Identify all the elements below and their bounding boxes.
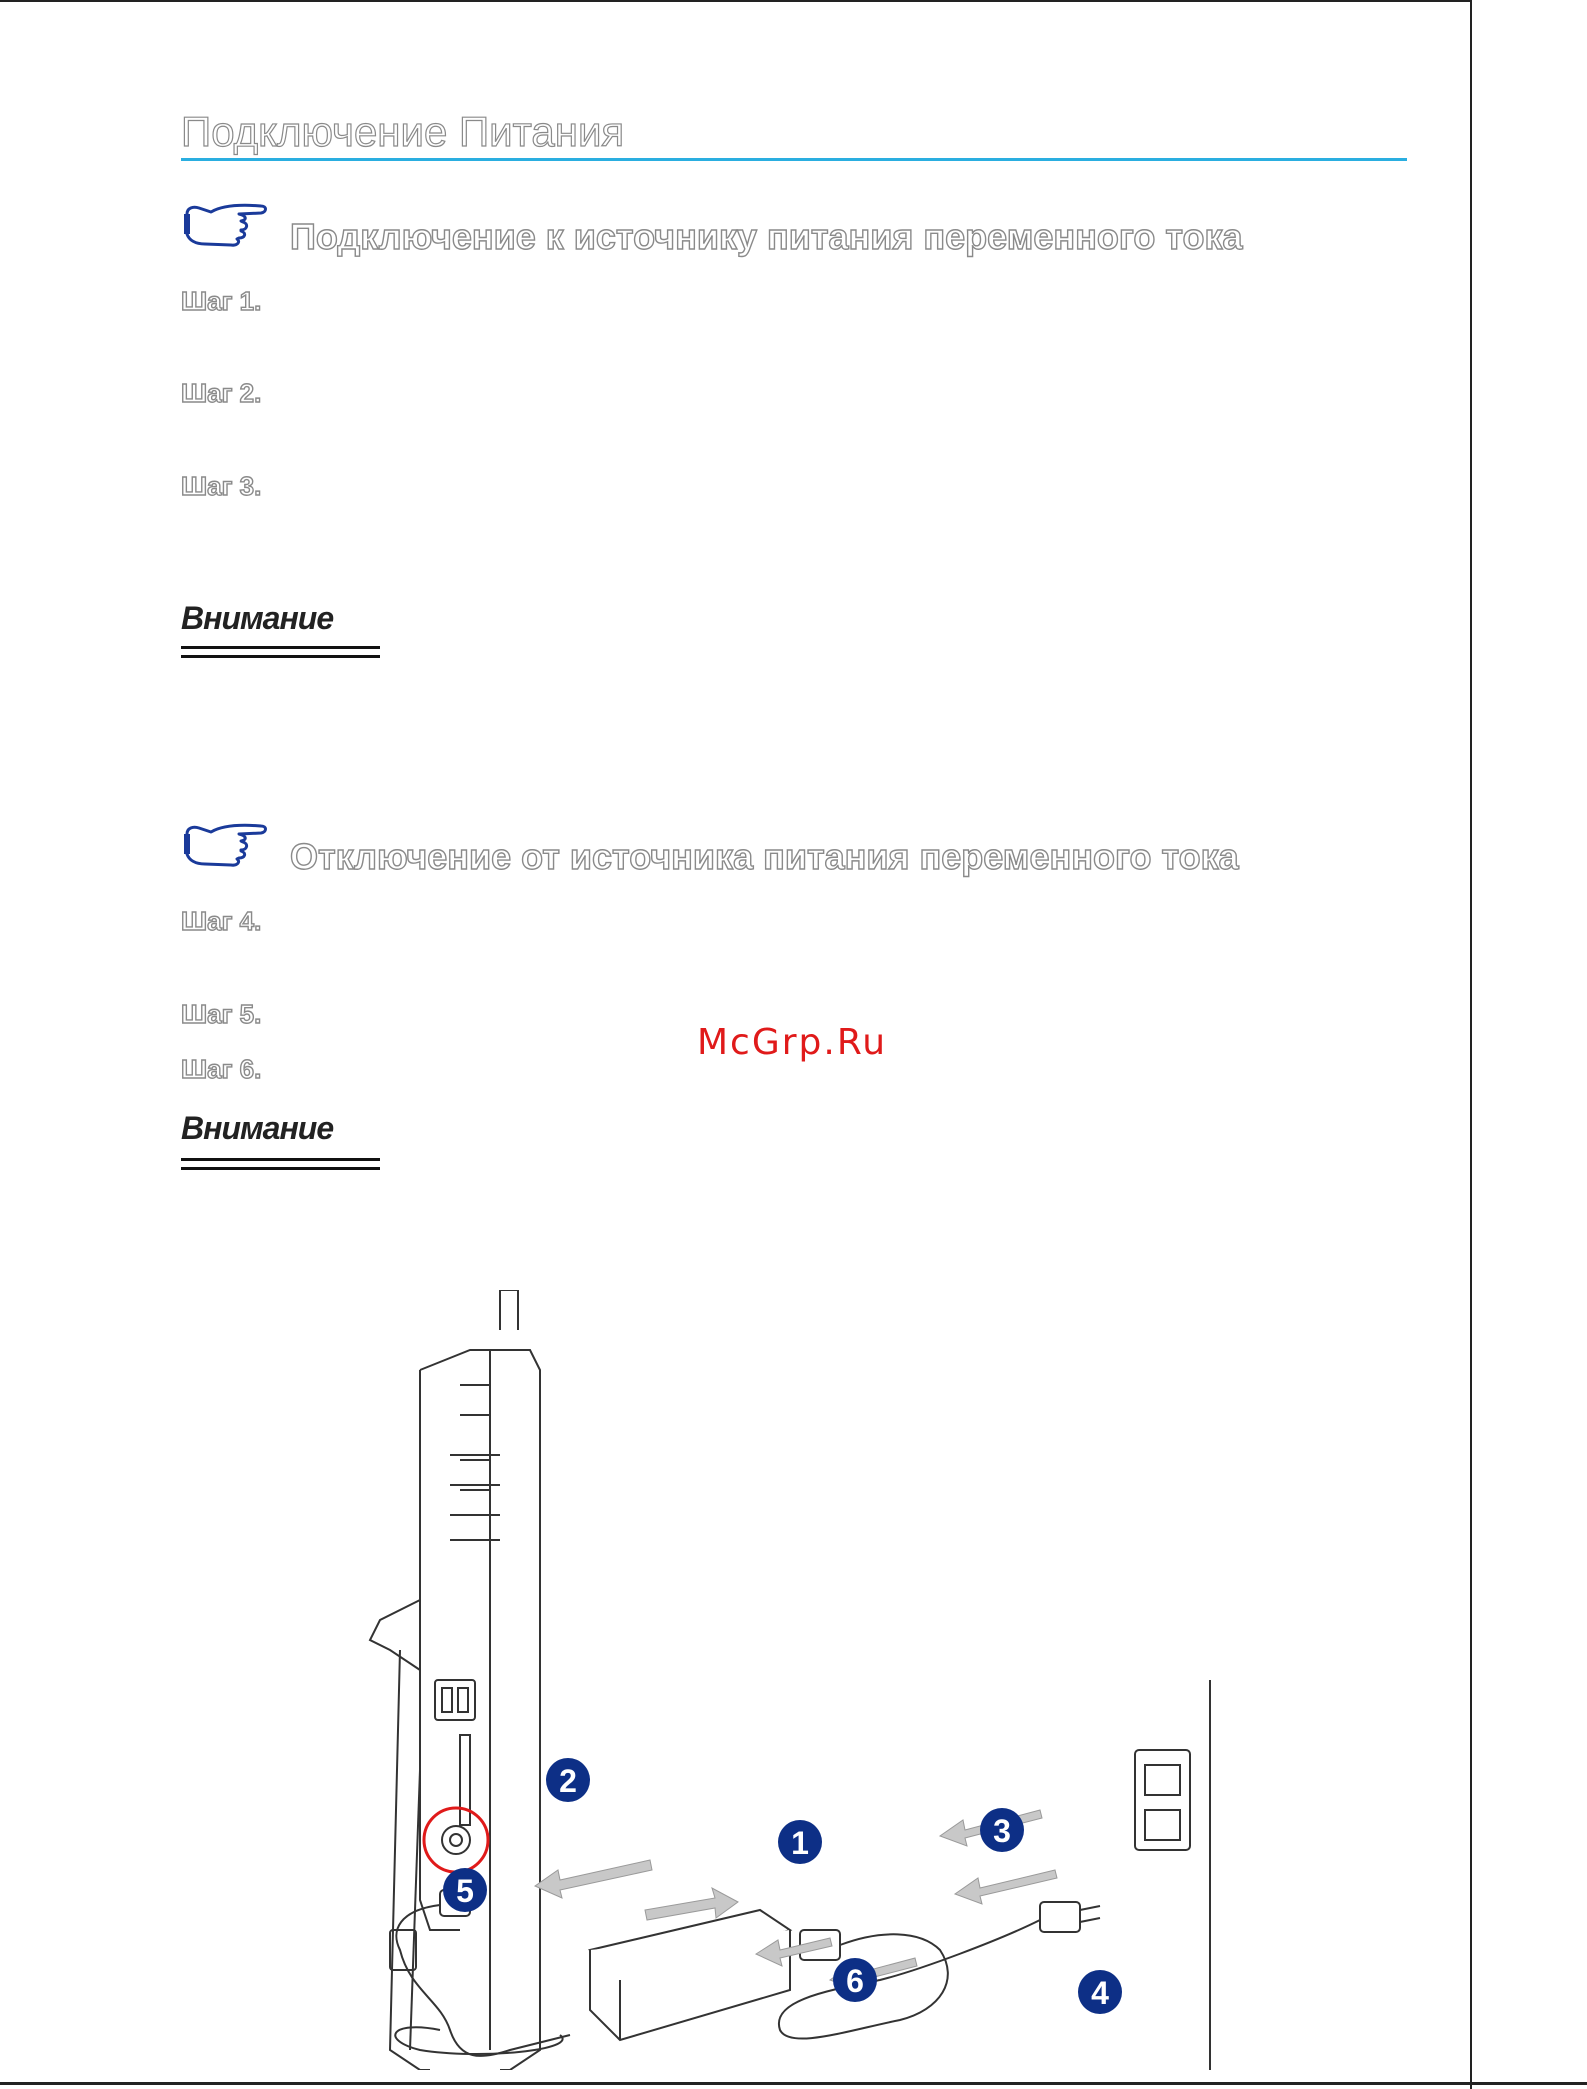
page-frame-top <box>0 0 1470 2</box>
connect-section-heading: Подключение к источнику питания переменного тока <box>290 216 1243 257</box>
arrow-5 <box>535 1860 652 1898</box>
pointing-hand-icon <box>181 200 271 250</box>
warning-heading-2: Внимание <box>181 1110 334 1146</box>
svg-text:5: 5 <box>456 1873 474 1909</box>
callout-3 <box>980 1808 1024 1852</box>
step-5-label: Шаг 5. <box>181 999 262 1029</box>
page-title: Подключение Питания <box>181 108 625 155</box>
callout-6 <box>833 1958 877 2002</box>
arrow-4 <box>955 1870 1057 1904</box>
svg-text:1: 1 <box>791 1825 809 1861</box>
svg-text:4: 4 <box>1091 1975 1109 2011</box>
step-6-label: Шаг 6. <box>181 1054 262 1084</box>
warning-underline-1a <box>181 646 380 649</box>
svg-text:2: 2 <box>559 1763 577 1799</box>
pointing-hand-icon <box>181 820 271 870</box>
step-4-label: Шаг 4. <box>181 906 262 936</box>
page-frame-bottom <box>0 2082 1587 2085</box>
callout-5 <box>443 1868 487 1912</box>
callout-4 <box>1078 1970 1122 2014</box>
disconnect-section-heading: Отключение от источника питания переменного тока <box>290 836 1239 877</box>
step-2-label: Шаг 2. <box>181 378 262 408</box>
power-jack-highlight <box>424 1808 488 1872</box>
svg-text:3: 3 <box>993 1813 1011 1849</box>
power-connection-diagram <box>360 1290 1240 2070</box>
warning-underline-1b <box>181 655 380 658</box>
warning-heading-1: Внимание <box>181 600 334 636</box>
step-1-label: Шаг 1. <box>181 286 262 316</box>
title-underline <box>181 158 1407 161</box>
page-frame-right <box>1470 0 1472 2089</box>
arrow-2 <box>645 1888 738 1920</box>
watermark: McGrp.Ru <box>697 1022 888 1063</box>
callout-2 <box>546 1758 590 1802</box>
warning-underline-2a <box>181 1158 380 1161</box>
step-3-label: Шаг 3. <box>181 471 262 501</box>
svg-text:6: 6 <box>846 1963 864 1999</box>
warning-underline-2b <box>181 1167 380 1170</box>
callout-1 <box>778 1820 822 1864</box>
